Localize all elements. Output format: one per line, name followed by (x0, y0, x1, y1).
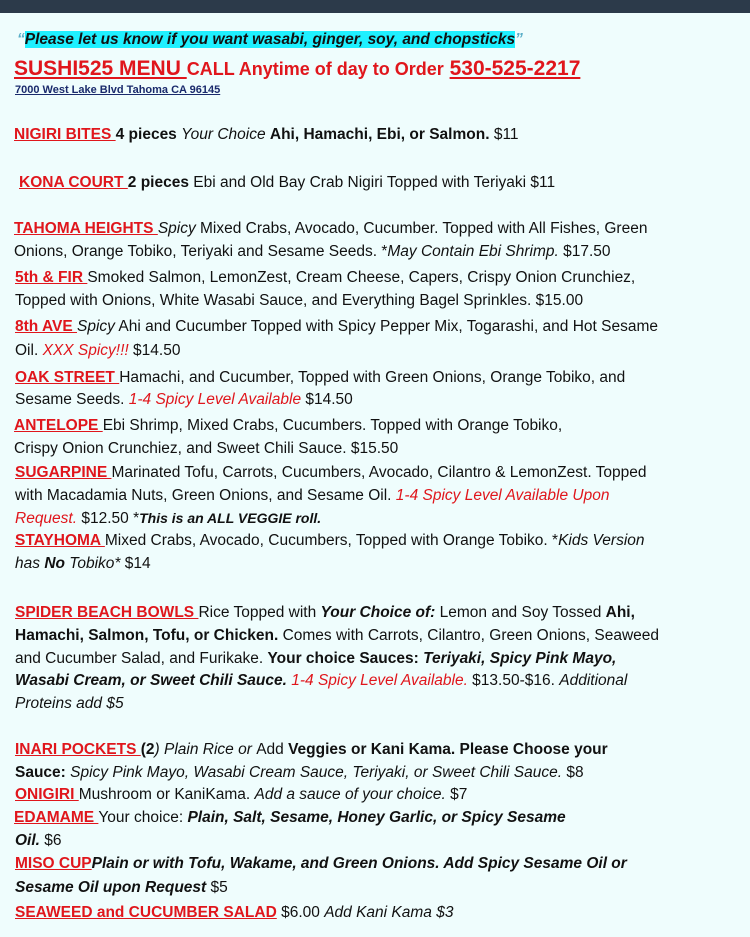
address: 7000 West Lake Blvd Tahoma CA 96145 (15, 84, 221, 96)
item-price: $11 (489, 126, 519, 143)
menu-item-tahoma-heights: TAHOMA HEIGHTS Spicy Mixed Crabs, Avocado, Cucumber. Topped with All Fishes, Green (14, 220, 648, 237)
item-name: EDAMAME (14, 809, 99, 826)
item-name: TAHOMA HEIGHTS (14, 220, 158, 237)
item-name: INARI POCKETS (15, 741, 141, 758)
phone-number[interactable]: 530-525-2217 (449, 57, 581, 80)
menu-item-desc: Oil. XXX Spicy!!! $14.50 (15, 342, 181, 359)
menu-item-desc: Hamachi, Salmon, Tofu, or Chicken. Comes with Carrots, Cilantro, Green Onions, Seaweed (15, 627, 660, 644)
menu-header (14, 56, 580, 82)
item-name: STAYHOMA (15, 532, 105, 549)
item-name: 8th AVE (15, 318, 78, 335)
menu-item-desc: has No Tobiko* $14 (15, 555, 151, 572)
menu-item-onigiri: ONIGIRI Mushroom or KaniKama. Add a sauce of your choice. $7 (15, 786, 468, 803)
menu-item-desc: Oil. $6 (15, 832, 62, 849)
item-name: SUGARPINE (15, 464, 112, 481)
menu-item-desc: Proteins add $5 (15, 695, 124, 712)
menu-item-desc: Sesame Oil upon Request $5 (15, 879, 228, 896)
menu-item-miso-cup: MISO CUPPlain or with Tofu, Wakame, and Green Onions. Add Spicy Sesame Oil or (15, 855, 627, 872)
notice-line (17, 28, 523, 51)
open-quote: “ (17, 31, 25, 48)
top-bar (0, 0, 750, 13)
menu-item-desc: with Macadamia Nuts, Green Onions, and Sesame Oil. 1-4 Spicy Level Available Upon (15, 487, 610, 504)
menu-item-stayhoma: STAYHOMA Mixed Crabs, Avocado, Cucumbers, Topped with Orange Tobiko. *Kids Version (15, 532, 645, 549)
item-name: KONA COURT (19, 174, 128, 191)
menu-item-desc: Sesame Seeds. 1-4 Spicy Level Available $14.50 (15, 391, 353, 408)
menu-item-nigiri: NIGIRI BITES 4 pieces Your Choice Ahi, Hamachi, Ebi, or Salmon. $11 (14, 126, 519, 143)
menu-title: SUSHI525 MENU (14, 57, 187, 80)
menu-item-desc: Topped with Onions, White Wasabi Sauce, and Everything Bagel Sprinkles. $15.00 (15, 292, 584, 309)
menu-item-desc: Wasabi Cream, or Sweet Chili Sauce. 1-4 Spicy Level Available. $13.50-$16. Additional (15, 672, 628, 689)
call-text: CALL Anytime of day to Order (186, 59, 444, 79)
menu-item-edamame: EDAMAME Your choice: Plain, Salt, Sesame, Honey Garlic, or Spicy Sesame (14, 809, 566, 826)
item-name: ANTELOPE (14, 417, 103, 434)
menu-item-8th-ave: 8th AVE Spicy Ahi and Cucumber Topped with Spicy Pepper Mix, Togarashi, and Hot Sesame (15, 318, 659, 335)
menu-item-sugarpine: SUGARPINE Marinated Tofu, Carrots, Cucumbers, Avocado, Cilantro & LemonZest. Topped (15, 464, 647, 481)
item-name: NIGIRI BITES (14, 126, 116, 143)
menu-item-kona-court: KONA COURT 2 pieces Ebi and Old Bay Crab Nigiri Topped with Teriyaki $11 (19, 174, 556, 191)
menu-item-antelope: ANTELOPE Ebi Shrimp, Mixed Crabs, Cucumbers. Topped with Orange Tobiko, (14, 417, 563, 434)
item-name: MISO CUP (15, 855, 92, 872)
menu-item-seaweed-salad: SEAWEED and CUCUMBER SALAD $6.00 Add Kani Kama $3 (15, 904, 454, 921)
menu-item-desc: Request. $12.50 *This is an ALL VEGGIE roll. (15, 510, 322, 527)
menu-item-desc: Sauce: Spicy Pink Mayo, Wasabi Cream Sauce, Teriyaki, or Sweet Chili Sauce. $8 (15, 764, 584, 781)
item-name: 5th & FIR (15, 269, 88, 286)
menu-item-desc: Onions, Orange Tobiko, Teriyaki and Sesame Seeds. *May Contain Ebi Shrimp. $17.50 (14, 243, 611, 260)
notice-text: Please let us know if you want wasabi, ginger, soy, and chopsticks (24, 31, 516, 48)
menu-item-oak-street: OAK STREET Hamachi, and Cucumber, Topped with Green Onions, Orange Tobiko, and (15, 369, 626, 386)
menu-item-5th-fir: 5th & FIR Smoked Salmon, LemonZest, Cream Cheese, Capers, Crispy Onion Crunchiez, (15, 269, 636, 286)
close-quote: ” (515, 31, 523, 48)
item-name: SPIDER BEACH BOWLS (15, 604, 199, 621)
item-name: SEAWEED and CUCUMBER SALAD (15, 904, 277, 921)
menu-item-inari-pockets: INARI POCKETS (2) Plain Rice or Add Veggies or Kani Kama. Please Choose your (15, 741, 608, 758)
item-name: ONIGIRI (15, 786, 79, 803)
menu-item-spider-beach-bowls: SPIDER BEACH BOWLS Rice Topped with Your Choice of: Lemon and Soy Tossed Ahi, (15, 604, 635, 621)
menu-item-desc: Crispy Onion Crunchiez, and Sweet Chili Sauce. $15.50 (14, 440, 399, 457)
menu-item-desc: and Cucumber Salad, and Furikake. Your choice Sauces: Teriyaki, Spicy Pink Mayo, (15, 650, 617, 667)
item-name: OAK STREET (15, 369, 120, 386)
